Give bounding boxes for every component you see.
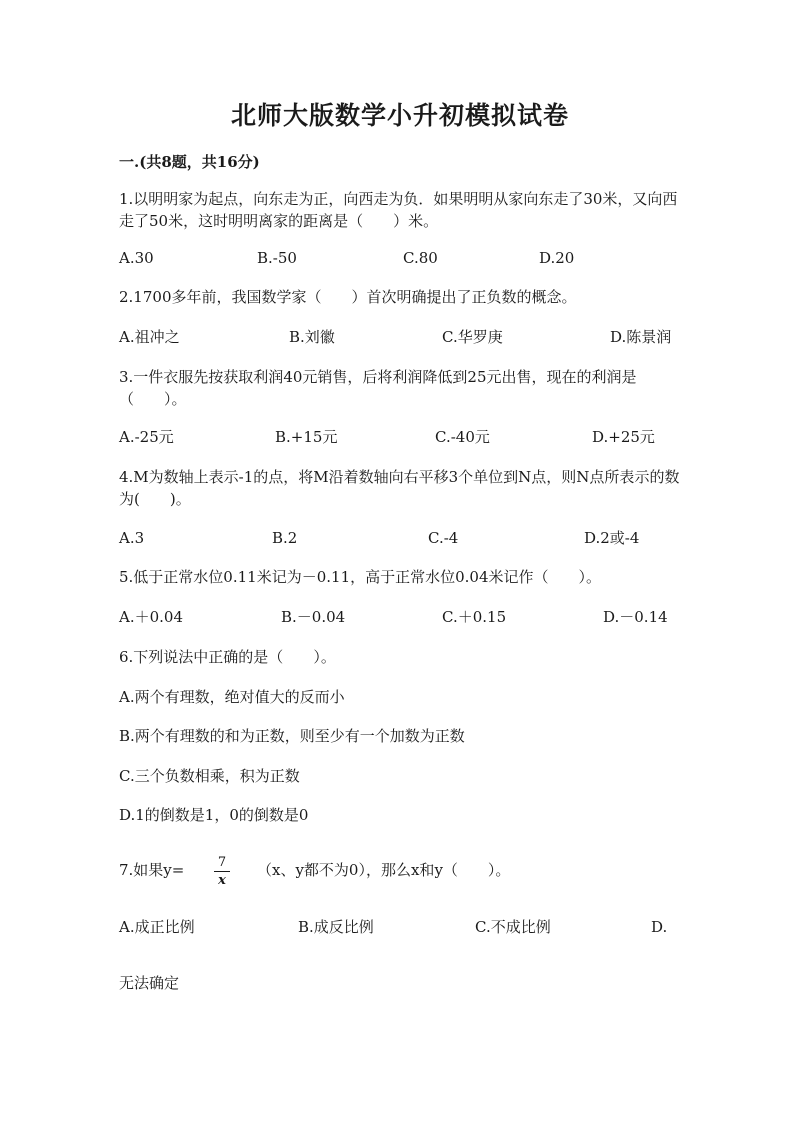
fraction-denominator: x bbox=[218, 873, 226, 888]
q1-option-d[interactable]: D.20 bbox=[539, 249, 575, 267]
q6-option-a[interactable]: A.两个有理数，绝对值大的反而小 bbox=[119, 688, 345, 706]
q7-option-d-continued: 无法确定 bbox=[119, 974, 180, 992]
question-1-options bbox=[119, 247, 689, 269]
q4-option-a[interactable]: A.3 bbox=[119, 529, 145, 547]
question-7-options bbox=[119, 916, 689, 938]
question-4-text: 4.M为数轴上表示-1的点，将M沿着数轴向右平移3个单位到N点，则N点所表示的数为( )。 bbox=[119, 468, 680, 508]
question-5-options bbox=[119, 606, 689, 628]
q2-option-a[interactable]: A.祖冲之 bbox=[119, 328, 180, 346]
q4-option-c[interactable]: C.-4 bbox=[428, 529, 459, 547]
q4-option-b[interactable]: B.2 bbox=[272, 529, 298, 547]
q3-option-d[interactable]: D.+25元 bbox=[592, 428, 655, 446]
question-2-options bbox=[119, 326, 689, 348]
q2-option-b[interactable]: B.刘徽 bbox=[289, 328, 335, 346]
q7-option-b[interactable]: B.成反比例 bbox=[298, 918, 374, 936]
q4-option-d[interactable]: D.2或-4 bbox=[584, 529, 640, 547]
q7-option-a[interactable]: A.成正比例 bbox=[119, 918, 195, 936]
fraction-7-over-x bbox=[214, 856, 230, 888]
question-1-text: 1.以明明家为起点，向东走为正，向西走为负．如果明明从家向东走了30米，又向西走了50米，这时明明离家的距离是（ ）米。 bbox=[119, 190, 678, 230]
q1-option-c[interactable]: C.80 bbox=[403, 249, 438, 267]
question-7-suffix: （x、y都不为0），那么x和y（ ）。 bbox=[257, 861, 511, 879]
q6-option-b[interactable]: B.两个有理数的和为正数，则至少有一个加数为正数 bbox=[119, 727, 465, 745]
q6-option-d[interactable]: D.1的倒数是1，0的倒数是0 bbox=[119, 806, 309, 824]
fraction-numerator: 7 bbox=[214, 856, 230, 872]
q1-option-a[interactable]: A.30 bbox=[119, 249, 154, 267]
question-2-text: 2.1700多年前，我国数学家（ ）首次明确提出了正负数的概念。 bbox=[119, 288, 577, 306]
q5-option-a[interactable]: A.＋0.04 bbox=[119, 608, 183, 626]
q3-option-a[interactable]: A.-25元 bbox=[119, 428, 174, 446]
q5-option-b[interactable]: B.－0.04 bbox=[281, 608, 346, 626]
question-6-text: 6.下列说法中正确的是（ ）。 bbox=[119, 648, 336, 666]
q5-option-d[interactable]: D.－0.14 bbox=[603, 608, 668, 626]
q2-option-c[interactable]: C.华罗庚 bbox=[442, 328, 503, 346]
question-7-prefix: 7.如果y= bbox=[119, 861, 185, 879]
q7-option-c[interactable]: C.不成比例 bbox=[475, 918, 551, 936]
q3-option-b[interactable]: B.+15元 bbox=[275, 428, 338, 446]
section-heading: 一.(共8题，共16分) bbox=[119, 153, 260, 171]
question-3-options bbox=[119, 426, 689, 448]
q7-option-d[interactable]: D. bbox=[651, 918, 668, 936]
q1-option-b[interactable]: B.-50 bbox=[257, 249, 297, 267]
q2-option-d[interactable]: D.陈景润 bbox=[610, 328, 672, 346]
q5-option-c[interactable]: C.＋0.15 bbox=[442, 608, 507, 626]
question-3-text: 3.一件衣服先按获取利润40元销售，后将利润降低到25元出售，现在的利润是（ ）。 bbox=[119, 368, 637, 408]
question-5-text: 5.低于正常水位0.11米记为－0.11，高于正常水位0.04米记作（ ）。 bbox=[119, 568, 602, 586]
q6-option-c[interactable]: C.三个负数相乘，积为正数 bbox=[119, 767, 300, 785]
q3-option-c[interactable]: C.-40元 bbox=[435, 428, 490, 446]
question-4-options bbox=[119, 527, 689, 549]
page-title: 北师大版数学小升初模拟试卷 bbox=[230, 101, 569, 130]
